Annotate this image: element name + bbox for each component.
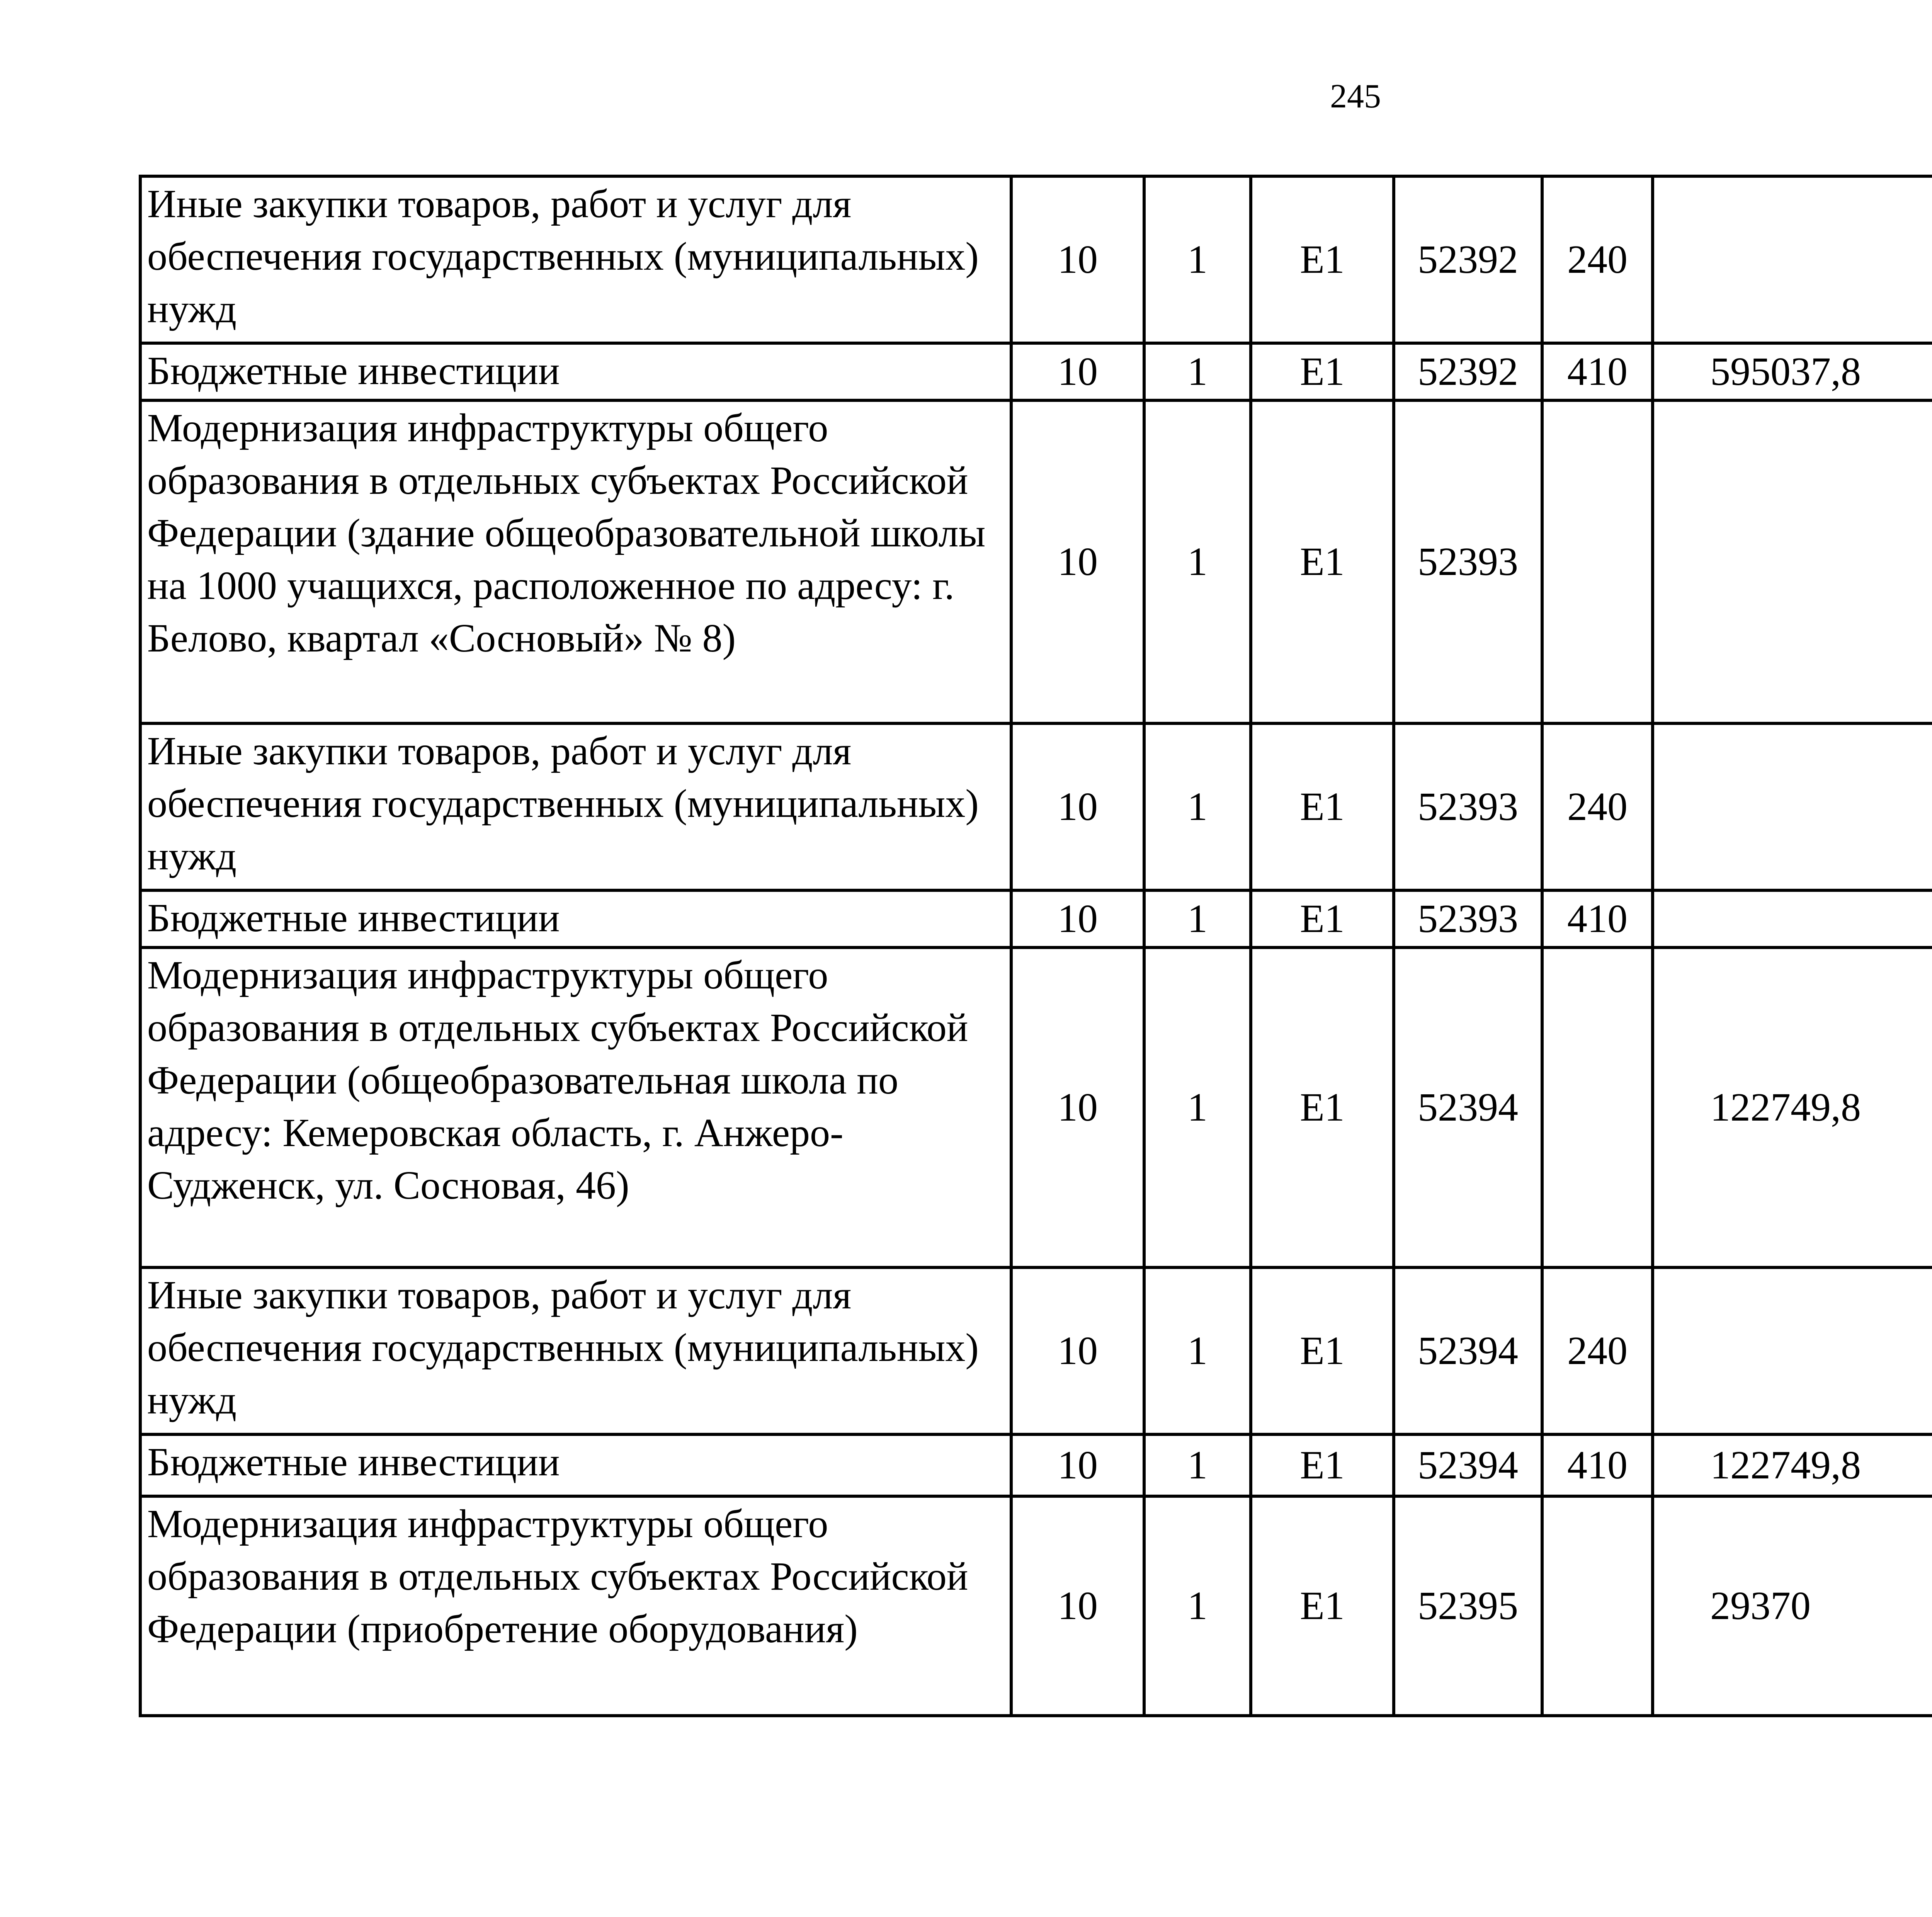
expense-type-cell — [1542, 947, 1653, 1267]
subsection-code-cell: 1 — [1144, 947, 1251, 1267]
program-code-cell: Е1 — [1251, 723, 1394, 890]
section-code-cell: 10 — [1011, 400, 1144, 723]
amount-cell-1: 122749,8 — [1653, 1434, 1932, 1496]
row-name-cell: Иные закупки товаров, работ и услуг для обеспечения государственных (муниципальных) нужд — [140, 723, 1011, 890]
program-code-cell: Е1 — [1251, 1434, 1394, 1496]
row-name-cell: Бюджетные инвестиции — [140, 343, 1011, 400]
direction-code-cell: 52394 — [1394, 1267, 1542, 1434]
section-code-cell: 10 — [1011, 1496, 1144, 1716]
table-row — [140, 723, 1932, 890]
direction-code-cell: 52392 — [1394, 343, 1542, 400]
row-name-cell: Бюджетные инвестиции — [140, 1434, 1011, 1496]
amount-cell-1: 122749,8 — [1653, 947, 1932, 1267]
section-code-cell: 10 — [1011, 947, 1144, 1267]
direction-code-cell: 52395 — [1394, 1496, 1542, 1716]
section-code-cell: 10 — [1011, 343, 1144, 400]
table-row — [140, 1496, 1932, 1716]
page-number: 245 — [1330, 78, 1381, 115]
table-row — [140, 890, 1932, 947]
direction-code-cell: 52394 — [1394, 947, 1542, 1267]
section-code-cell: 10 — [1011, 1267, 1144, 1434]
budget-table — [139, 175, 1932, 1717]
direction-code-cell: 52393 — [1394, 400, 1542, 723]
section-code-cell: 10 — [1011, 890, 1144, 947]
direction-code-cell: 52392 — [1394, 176, 1542, 343]
table-row — [140, 400, 1932, 723]
expense-type-cell: 410 — [1542, 890, 1653, 947]
subsection-code-cell: 1 — [1144, 1434, 1251, 1496]
program-code-cell: Е1 — [1251, 1496, 1394, 1716]
expense-type-cell — [1542, 400, 1653, 723]
table-row — [140, 1267, 1932, 1434]
subsection-code-cell: 1 — [1144, 723, 1251, 890]
program-code-cell: Е1 — [1251, 1267, 1394, 1434]
table-row — [140, 176, 1932, 343]
direction-code-cell: 52393 — [1394, 723, 1542, 890]
section-code-cell: 10 — [1011, 723, 1144, 890]
amount-cell-1 — [1653, 176, 1932, 343]
subsection-code-cell: 1 — [1144, 343, 1251, 400]
expense-type-cell: 410 — [1542, 1434, 1653, 1496]
table-row — [140, 947, 1932, 1267]
subsection-code-cell: 1 — [1144, 400, 1251, 723]
direction-code-cell: 52393 — [1394, 890, 1542, 947]
amount-cell-1 — [1653, 400, 1932, 723]
subsection-code-cell: 1 — [1144, 890, 1251, 947]
amount-cell-1: 595037,8 — [1653, 343, 1932, 400]
direction-code-cell: 52394 — [1394, 1434, 1542, 1496]
row-name-cell: Модернизация инфраструктуры общего образования в отдельных субъектах Российской Федерации (общеобразовательная школа по адресу: Кемеровская область, г. Анжеро-Судженск, ул. Сосновая, 46) — [140, 947, 1011, 1267]
table-row — [140, 343, 1932, 400]
amount-cell-1 — [1653, 890, 1932, 947]
amount-cell-1 — [1653, 723, 1932, 890]
program-code-cell: Е1 — [1251, 400, 1394, 723]
table-row — [140, 1434, 1932, 1496]
section-code-cell: 10 — [1011, 176, 1144, 343]
program-code-cell: Е1 — [1251, 343, 1394, 400]
expense-type-cell — [1542, 1496, 1653, 1716]
subsection-code-cell: 1 — [1144, 176, 1251, 343]
program-code-cell: Е1 — [1251, 176, 1394, 343]
amount-cell-1 — [1653, 1267, 1932, 1434]
row-name-cell: Иные закупки товаров, работ и услуг для обеспечения государственных (муниципальных) нужд — [140, 1267, 1011, 1434]
subsection-code-cell: 1 — [1144, 1267, 1251, 1434]
row-name-cell: Модернизация инфраструктуры общего образования в отдельных субъектах Российской Федерации (приобретение оборудования) — [140, 1496, 1011, 1716]
section-code-cell: 10 — [1011, 1434, 1144, 1496]
subsection-code-cell: 1 — [1144, 1496, 1251, 1716]
expense-type-cell: 240 — [1542, 176, 1653, 343]
expense-type-cell: 240 — [1542, 1267, 1653, 1434]
program-code-cell: Е1 — [1251, 890, 1394, 947]
program-code-cell: Е1 — [1251, 947, 1394, 1267]
expense-type-cell: 240 — [1542, 723, 1653, 890]
expense-type-cell: 410 — [1542, 343, 1653, 400]
row-name-cell: Иные закупки товаров, работ и услуг для обеспечения государственных (муниципальных) нужд — [140, 176, 1011, 343]
row-name-cell: Бюджетные инвестиции — [140, 890, 1011, 947]
amount-cell-1: 29370 — [1653, 1496, 1932, 1716]
row-name-cell: Модернизация инфраструктуры общего образования в отдельных субъектах Российской Федерации (здание общеобразовательной школы на 1000 учащихся, расположенное по адресу: г. Белово, квартал «Сосновый» № 8) — [140, 400, 1011, 723]
